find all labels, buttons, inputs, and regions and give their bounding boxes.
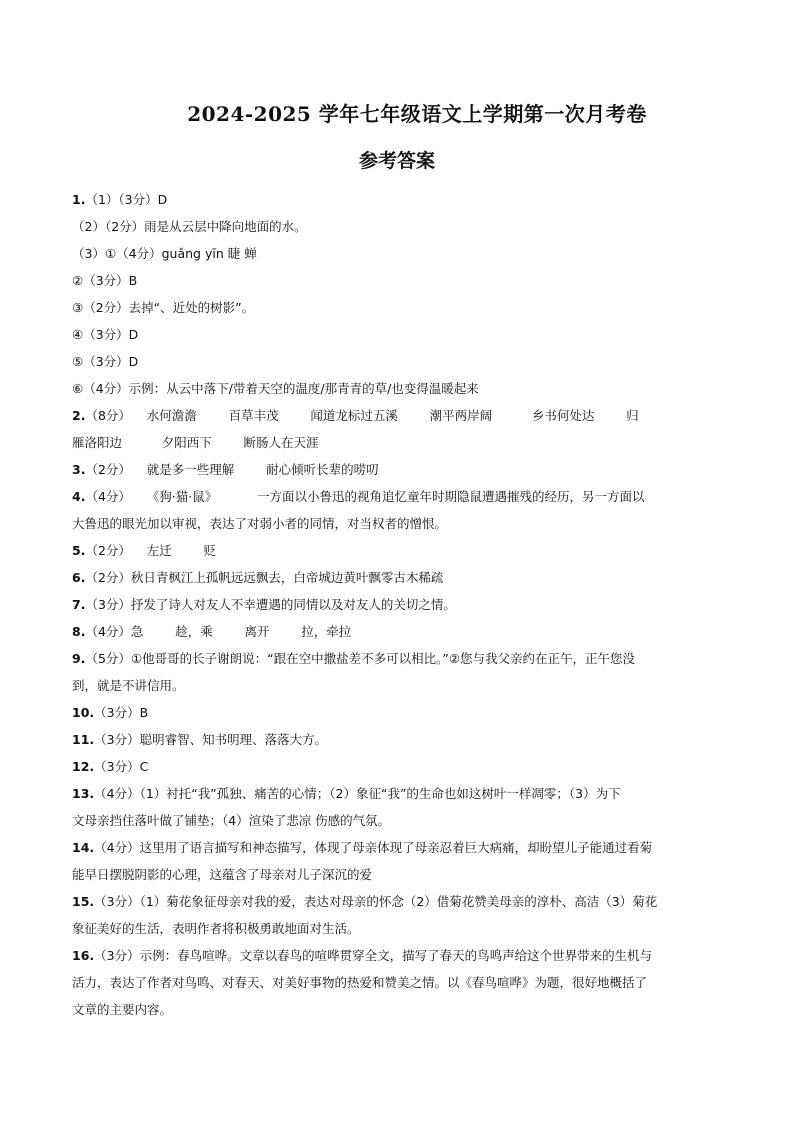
answer-line — [72, 726, 724, 753]
answer-line — [72, 699, 724, 726]
answer-text: （3分）C — [94, 759, 149, 774]
question-number: 7. — [72, 597, 86, 612]
answer-line — [72, 591, 724, 618]
answer-line — [72, 429, 724, 456]
answer-line — [72, 996, 724, 1023]
answer-line — [72, 240, 724, 267]
answer-text: 文母亲挡住落叶做了铺垫；（4）渲染了悲凉 伤感的气氛。 — [72, 813, 391, 828]
question-number: 2. — [72, 408, 86, 423]
answer-text: 能早日摆脱阴影的心理，这蕴含了母亲对儿子深沉的爱 — [72, 867, 373, 882]
question-number: 4. — [72, 489, 86, 504]
answer-text: （2分）秋日青枫江上孤帆远远飘去，白帝城边黄叶飘零古木稀疏 — [85, 570, 444, 585]
answer-text: 雁洛阳边 夕阳西下 断肠人在天涯 — [72, 435, 319, 450]
question-number: 10. — [72, 705, 95, 720]
question-number: 9. — [72, 651, 86, 666]
answer-line — [72, 456, 724, 483]
answer-text: （3分）B — [94, 705, 149, 720]
answer-text: （4分）（1）衬托“我”孤独、痛苦的心情；（2）象征“我”的生命也如这树叶一样凋零；（3）为下 — [94, 786, 621, 801]
answer-line — [72, 969, 724, 996]
answer-line — [72, 294, 724, 321]
question-number: 5. — [72, 543, 86, 558]
answer-text: 活力，表达了作者对鸟鸣、对春天、对美好事物的热爱和赞美之情。以《春鸟喧哗》为题，很好地概括了 — [72, 975, 648, 990]
answer-text: 大鲁迅的眼光加以审视，表达了对弱小者的同情，对当权者的憎恨。 — [72, 516, 448, 531]
answer-text: （2分） 就是多一些理解 耐心倾听长辈的唠叨 — [85, 462, 379, 477]
answer-line — [72, 672, 724, 699]
answer-line — [72, 834, 724, 861]
question-number: 15. — [72, 894, 95, 909]
answer-line — [72, 267, 724, 294]
question-number: 16. — [72, 948, 95, 963]
answer-text: （3分）（1）菊花象征母亲对我的爱，表达对母亲的怀念（2）借菊花赞美母亲的淳朴、高洁（3）菊花 — [94, 894, 658, 909]
answer-text: （5分）①他哥哥的长子谢朗说：“跟在空中撒盐差不多可以相比。”②您与我父亲约在正午，正午您没 — [85, 651, 636, 666]
answer-line — [72, 564, 724, 591]
answer-line — [72, 753, 724, 780]
answer-text: （8分） 水何澹澹 百草丰茂 闻道龙标过五溪 潮平两岸阔 乡书何处达 归 — [85, 408, 639, 423]
question-number: 13. — [72, 786, 95, 801]
question-number: 12. — [72, 759, 95, 774]
answer-line — [72, 780, 724, 807]
question-number: 11. — [72, 732, 95, 747]
answer-line — [72, 186, 724, 213]
answer-text: （1）（3分）D — [85, 192, 168, 207]
question-number: 6. — [72, 570, 86, 585]
answer-line — [72, 861, 724, 888]
answer-text: （4分） 《狗·猫·鼠》 一方面以小鲁迅的视角追忆童年时期隐鼠遭遇摧残的经历，另一方面以 — [85, 489, 645, 504]
answer-text: 象征美好的生活，表明作者将积极勇敢地面对生活。 — [72, 921, 360, 936]
answer-line — [72, 213, 724, 240]
answer-line — [72, 510, 724, 537]
answer-text: ③（2分）去掉“、近处的树影”。 — [72, 300, 255, 315]
answer-line — [72, 483, 724, 510]
answer-text: ⑥（4分）示例：从云中落下/带着天空的温度/那青青的草/也变得温暖起来 — [72, 381, 479, 396]
answer-line — [72, 375, 724, 402]
answer-text: （2）（2分）雨是从云层中降向地面的水。 — [72, 219, 307, 234]
question-number: 1. — [72, 192, 86, 207]
answer-line — [72, 348, 724, 375]
answer-text: （3分）示例：春鸟喧哗。文章以春鸟的喧哗贯穿全文，描写了春天的鸟鸣声给这个世界带来的生机与 — [94, 948, 653, 963]
answer-text: （2分） 左迁 贬 — [85, 543, 217, 558]
document-subtitle: 参考答案 — [358, 150, 435, 172]
answer-line — [72, 645, 724, 672]
answer-list — [72, 186, 724, 1023]
answer-line — [72, 537, 724, 564]
question-number: 8. — [72, 624, 86, 639]
answer-line — [72, 942, 724, 969]
answer-text: 文章的主要内容。 — [72, 1002, 173, 1017]
answer-text: （4分）急 趁，乘 离开 拉，牵拉 — [85, 624, 352, 639]
answer-line — [72, 888, 724, 915]
answer-line — [72, 807, 724, 834]
answer-text: （3分）聪明睿智、知书明理、落落大方。 — [94, 732, 328, 747]
question-number: 14. — [72, 840, 95, 855]
answer-line — [72, 321, 724, 348]
question-number: 3. — [72, 462, 86, 477]
answer-text: （3分）抒发了诗人对友人不幸遭遇的同情以及对友人的关切之情。 — [85, 597, 456, 612]
answer-line — [72, 618, 724, 645]
answer-text: （4分）这里用了语言描写和神态描写，体现了母亲体现了母亲忍着巨大病痛，却盼望儿子能通过看菊 — [94, 840, 653, 855]
answer-text: ④（3分）D — [72, 327, 139, 342]
answer-line — [72, 915, 724, 942]
answer-text: 到，就是不讲信用。 — [72, 678, 185, 693]
answer-text: ⑤（3分）D — [72, 354, 139, 369]
answer-line — [72, 402, 724, 429]
answer-text: （3）①（4分）guǎng yīn 睫 蝉 — [72, 246, 257, 261]
document-title: 2024-2025 学年七年级语文上学期第一次月考卷 — [187, 102, 647, 126]
answer-text: ②（3分）B — [72, 273, 138, 288]
